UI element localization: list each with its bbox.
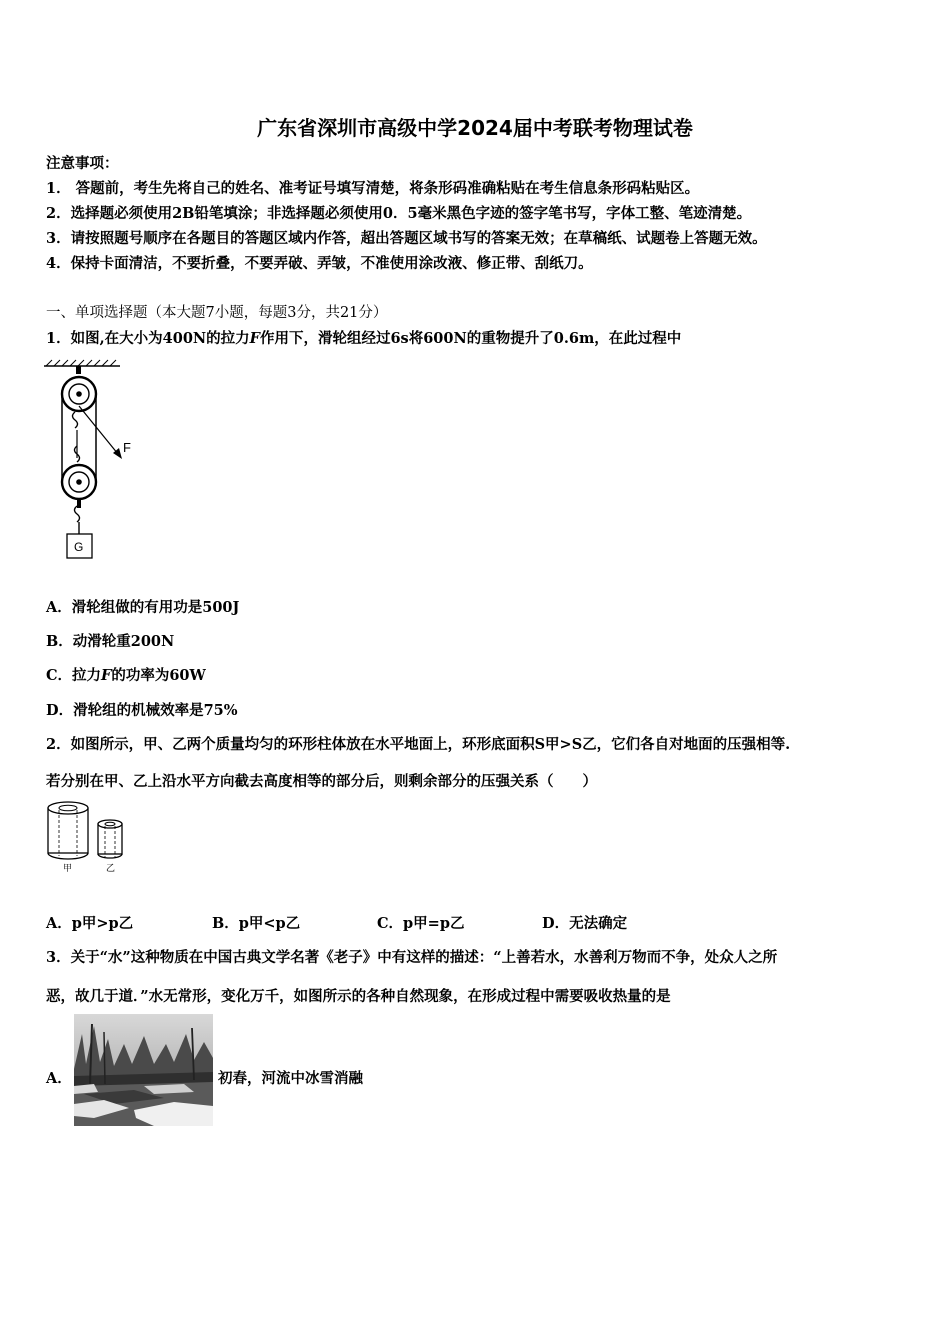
q2-option-d[interactable]: D．无法确定: [542, 915, 628, 932]
cylinder-diagram: [44, 798, 130, 876]
notice-item: 2．选择题必须使用2B铅笔填涂；非选择题必须使用0．5毫米黑色字迹的签字笔书写，字体工整、笔迹清楚。: [46, 205, 752, 222]
q3-option-a-label[interactable]: A．: [46, 1070, 72, 1087]
pull-rope: [79, 406, 118, 454]
notice-item: 4．保持卡面清洁，不要折叠，不要弄破、弄皱，不准使用涂改液、修正带、刮纸刀。: [46, 255, 593, 272]
label-yi: 乙: [106, 863, 116, 873]
q1-option-c[interactable]: C．拉力F的功率为60W: [46, 667, 206, 684]
notice-item: 1． 答题前，考生先将自己的姓名、准考证号填写清楚，将条形码准确粘贴在考生信息条形码粘贴区。: [46, 180, 700, 197]
question-2-stem-line2: 若分别在甲、乙上沿水平方向截去高度相等的部分后，则剩余部分的压强关系（ ）: [46, 773, 597, 790]
q2-option-c[interactable]: C．p甲=p乙: [377, 915, 465, 932]
q1-option-a[interactable]: A．滑轮组做的有用功是500J: [46, 599, 240, 616]
q2-option-b[interactable]: B．p甲<p乙: [212, 915, 301, 932]
label-jia: 甲: [63, 863, 73, 873]
pulley-diagram: [42, 358, 142, 563]
melting-ice-photo: [74, 1014, 213, 1126]
question-3-stem-line2: 恶，故几于道．”水无常形，变化万千，如图所示的各种自然现象，在形成过程中需要吸收热量的是: [46, 988, 671, 1005]
question-1-stem: 1．如图,在大小为400N的拉力F作用下，滑轮组经过6s将600N的重物提升了0.6m，在此过程中: [46, 330, 682, 347]
section-heading: 一、单项选择题（本大题7小题，每题3分，共21分）: [46, 305, 388, 321]
notice-heading: 注意事项：: [46, 155, 119, 172]
q2-option-a[interactable]: A．p甲>p乙: [46, 915, 134, 932]
weight-label: G: [74, 540, 84, 554]
question-2-stem-line1: 2．如图所示，甲、乙两个质量均匀的环形柱体放在水平地面上，环形底面积S甲>S乙，它们各自对地面的压强相等.: [46, 736, 791, 753]
hook: [73, 412, 78, 428]
page-title: 广东省深圳市高级中学2024届中考联考物理试卷: [257, 116, 693, 140]
notice-item: 3．请按照题号顺序在各题目的答题区域内作答，超出答题区域书写的答案无效；在草稿纸、试题卷上答题无效。: [46, 230, 767, 247]
q1-option-d[interactable]: D．滑轮组的机械效率是75%: [46, 702, 238, 719]
question-3-stem-line1: 3．关于“水”这种物质在中国古典文学名著《老子》中有这样的描述：“上善若水，水善利万物而不争，处众人之所: [46, 949, 778, 966]
force-label: F: [123, 440, 131, 455]
pulley-mount: [76, 366, 81, 374]
q3-option-a-text: 初春，河流中冰雪消融: [218, 1070, 363, 1087]
q1-option-b[interactable]: B．动滑轮重200N: [46, 633, 175, 650]
